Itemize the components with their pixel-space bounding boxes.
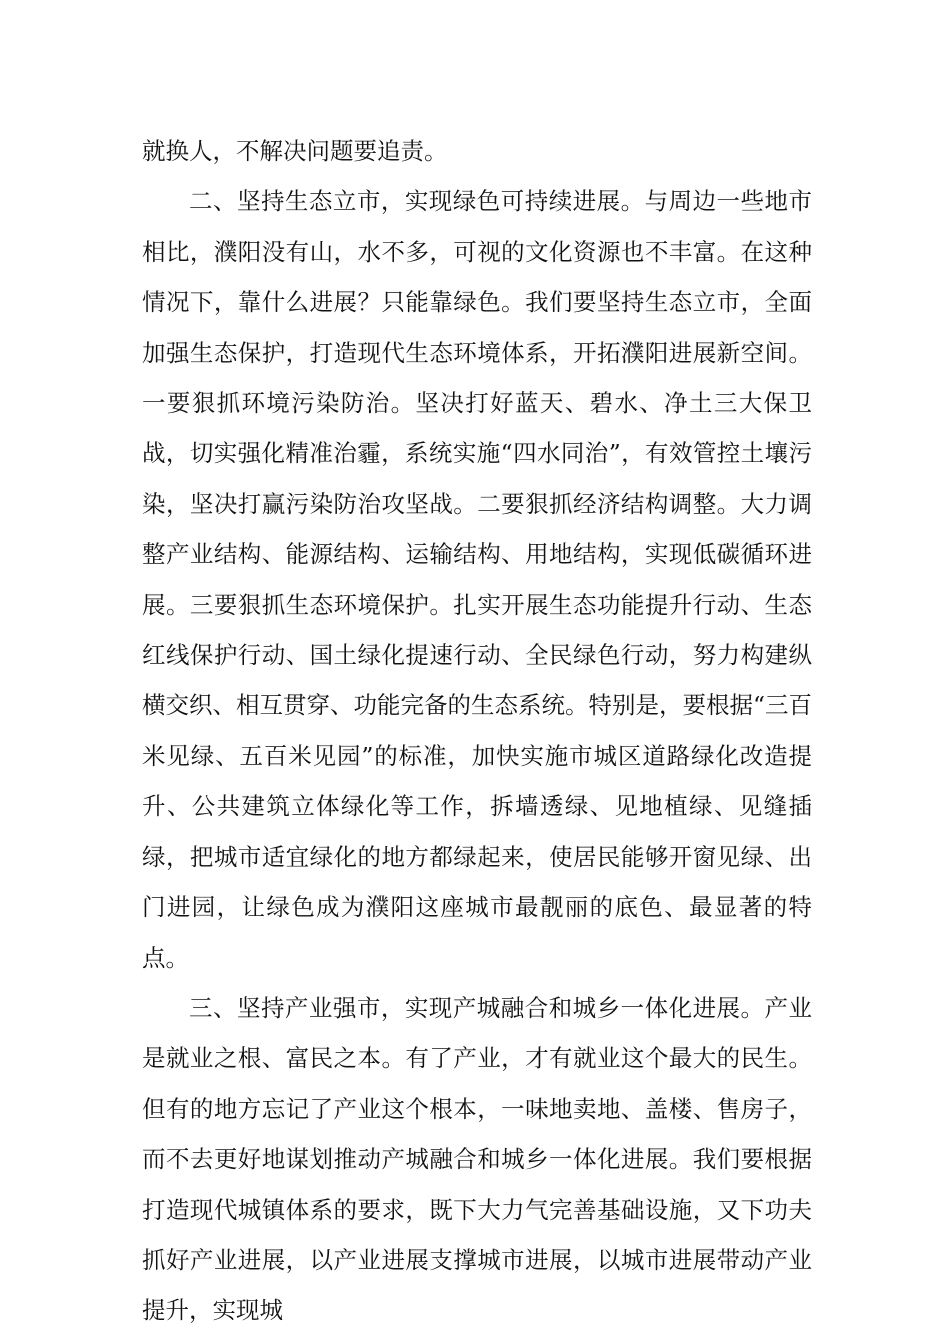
paragraph-section-two: 二、坚持生态立市，实现绿色可持续进展。与周边一些地市相比，濮阳没有山，水不多，可视的文化资源也不丰富。在这种情况下，靠什么进展？只能靠绿色。我们要坚持生态立市，全面加强生态保护，打造现代生态环境体系，开拓濮阳进展新空间。一要狠抓环境污染防治。坚决打好蓝天、碧水、净土三大保卫战，切实强化精准治霾，系统实施“四水同治”，有效管控土壤污染，坚决打赢污染防治攻坚战。二要狠抓经济结构调整。大力调整产业结构、能源结构、运输结构、用地结构，实现低碳循环进展。三要狠抓生态环境保护。扎实开展生态功能提升行动、生态红线保护行动、国土绿化提速行动、全民绿色行动，努力构建纵横交织、相互贯穿、功能完备的生态系统。特别是，要根据“三百米见绿、五百米见园”的标准，加快实施市城区道路绿化改造提升、公共建筑立体绿化等工作，拆墙透绿、见地植绿、见缝插绿，把城市适宜绿化的地方都绿起来，使居民能够开窗见绿、出门进园，让绿色成为濮阳这座城市最靓丽的底色、最显著的特点。 [142,187,813,972]
paragraph-continuation: 就换人，不解决问题要追责。 [142,137,448,165]
paragraph-section-three: 三、坚持产业强市，实现产城融合和城乡一体化进展。产业是就业之根、富民之本。有了产业，才有就业这个最大的民生。但有的地方忘记了产业这个根本，一味地卖地、盖楼、售房子，而不去更好地谋划推动产城融合和城乡一体化进展。我们要根据打造现代城镇体系的要求，既下大力气完善基础设施，又下功夫抓好产业进展，以产业进展支撑城市进展，以城市进展带动产业提升，实现城 [142,993,812,1325]
document-body [142,126,812,1336]
